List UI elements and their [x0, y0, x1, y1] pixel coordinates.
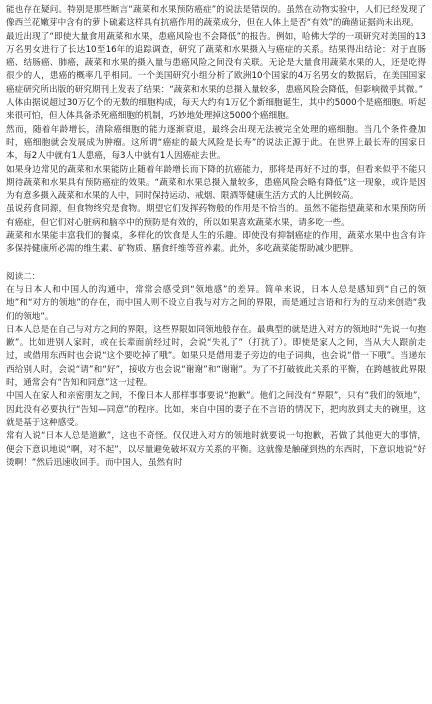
paragraph: 虽说药食同源，但食物终究是食物。期望它们发挥药物般的作用是不恰当的。虽然不能指望蔬菜和水果预防所有癌症，但它们对心脏病和脑卒中的预防是有效的，所以如果喜欢蔬菜水果，请多吃一些。: [6, 204, 426, 228]
paragraph: 蔬菜和水果能丰富我们的餐桌，多样化的饮食是人生的乐趣。即使没有抑制癌症的作用，蔬菜水果中也含有许多保持健康所必需的维生素、矿物质、膳食纤维等营养素。此外，多吃蔬菜能帮助减少肥胖。: [6, 231, 426, 255]
section-heading: 阅读二：: [6, 271, 41, 282]
paragraph: 能也存在疑问。特别是那些断言“蔬菜和水果预防癌症”的说法是错误的。虽然在动物实验中，人们已经发现了像西兰花嫩芽中含有的萝卜硫素这样具有抗癌作用的蔬菜成分，但在人体上是否“有效”的确凿证据尚未出现。: [6, 5, 426, 29]
paragraph: 中国人在家人和亲密朋友之间，不像日本人那样事事要说“抱歉”。他们之间没有“界限”，只有“我们的领地”，因此没有必要执行“告知—同意”的程序。比如，来自中国的妻子在不言语的情况下，把肉放到丈夫的碗里，这就是基于这种感受。: [6, 391, 426, 428]
paragraph: 日本人总是在自己与对方之间的界限，这些界限如同领地般存在。最典型的就是进入对方的领地时“先说一句抱歉”。比如进别人家时，或在长辈面前经过时，会说“失礼了”（打扰了）。即使是家人之间，当从大人跟前走过，或借用东西时也会说“这个要吃掉了哦”。如果只是借用妻子旁边的电子词典，也会说“借一下哦”。当递东西给别人时，会说“请”和“好”，接收方也会说“谢谢”和“谢谢”。为了不打破彼此关系的平衡，在跨越彼此界限时，通常会有“告知和同意”这一过程。: [6, 324, 426, 389]
paragraph: 在与日本人和中国人的沟通中，常常会感受到“领地感”的差异。简单来说，日本人总是感知到“自己的领地”和“对方的领地”的存在，而中国人则不设立自我与对方之间的界限，而是通过言语和行为的互动来创造“我们的领地”。: [6, 284, 426, 322]
paragraph: 然而，随着年龄增长，清除癌细胞的能力逐渐衰退，最终会出现无法被完全处理的癌细胞。当几个条件叠加时，癌细胞就会发展成为肿瘤。这所谓“癌症的最大风险是长寿”的说法正源于此。在世界上最长寿的国家日本，每2人中就有1人患癌，每3人中就有1人因癌症去世。: [6, 124, 426, 162]
section-spacer: [6, 257, 426, 271]
paragraph: 如果身边常见的蔬菜和水果能防止随着年龄增长而下降的抗癌能力，那将是再好不过的事，但看来似乎不能只期待蔬菜和水果具有预防癌症的效果。“蔬菜和水果总摄入量较多，患癌风险会略有降低”这一现象，或许是因为有意多摄入蔬菜和水果的人中，同时保持运动、戒烟、限酒等健康生活方式的人比例较高。: [6, 164, 426, 202]
reading-one-section: [6, 4, 426, 257]
paragraph: 人体由据说超过30万亿个的无数的细胞构成，每天大约有1万亿个新细胞诞生，其中约5000个是癌细胞。听起来很可怕，但人体具备杀死癌细胞的机制，巧妙地处理掉这5000个癌细胞。: [6, 98, 426, 122]
paragraph: 常有人说“日本人总是道歉”，这也不奇怪。仅仅进入对方的领地时就要说一句抱歉，若做了其他更大的事情，便会下意识地说“啊，对不起”，以尽量避免破坏双方关系的平衡。这就像是触碰到热的东西时，下意识地说“好烫啊！”然后迅速收回手。而中国人，虽然有时: [6, 431, 426, 468]
paragraph: 最近出现了“即使大量食用蔬菜和水果，患癌风险也不会降低”的报告。例如，哈佛大学的一项研究对美国的13万名男女进行了长达10至16年的追踪调查，研究了蔬菜和水果摄入与癌症的关系。结果得出结论：对于直肠癌、结肠癌、肺癌，蔬菜和水果的摄入量与患癌风险之间没有关联。无论是大量食用蔬菜水果的人，还是吃得很少的人，患癌的概率几乎相同。一个美国研究小组分析了欧洲10个国家的4万名男女的数据后，在美国国家癌症研究所出版的研究期刊上发表了结果：“蔬菜和水果的总摄入量较多，患癌风险会降低，但影响微乎其微。”: [6, 31, 426, 95]
reading-two-section: [6, 271, 426, 470]
